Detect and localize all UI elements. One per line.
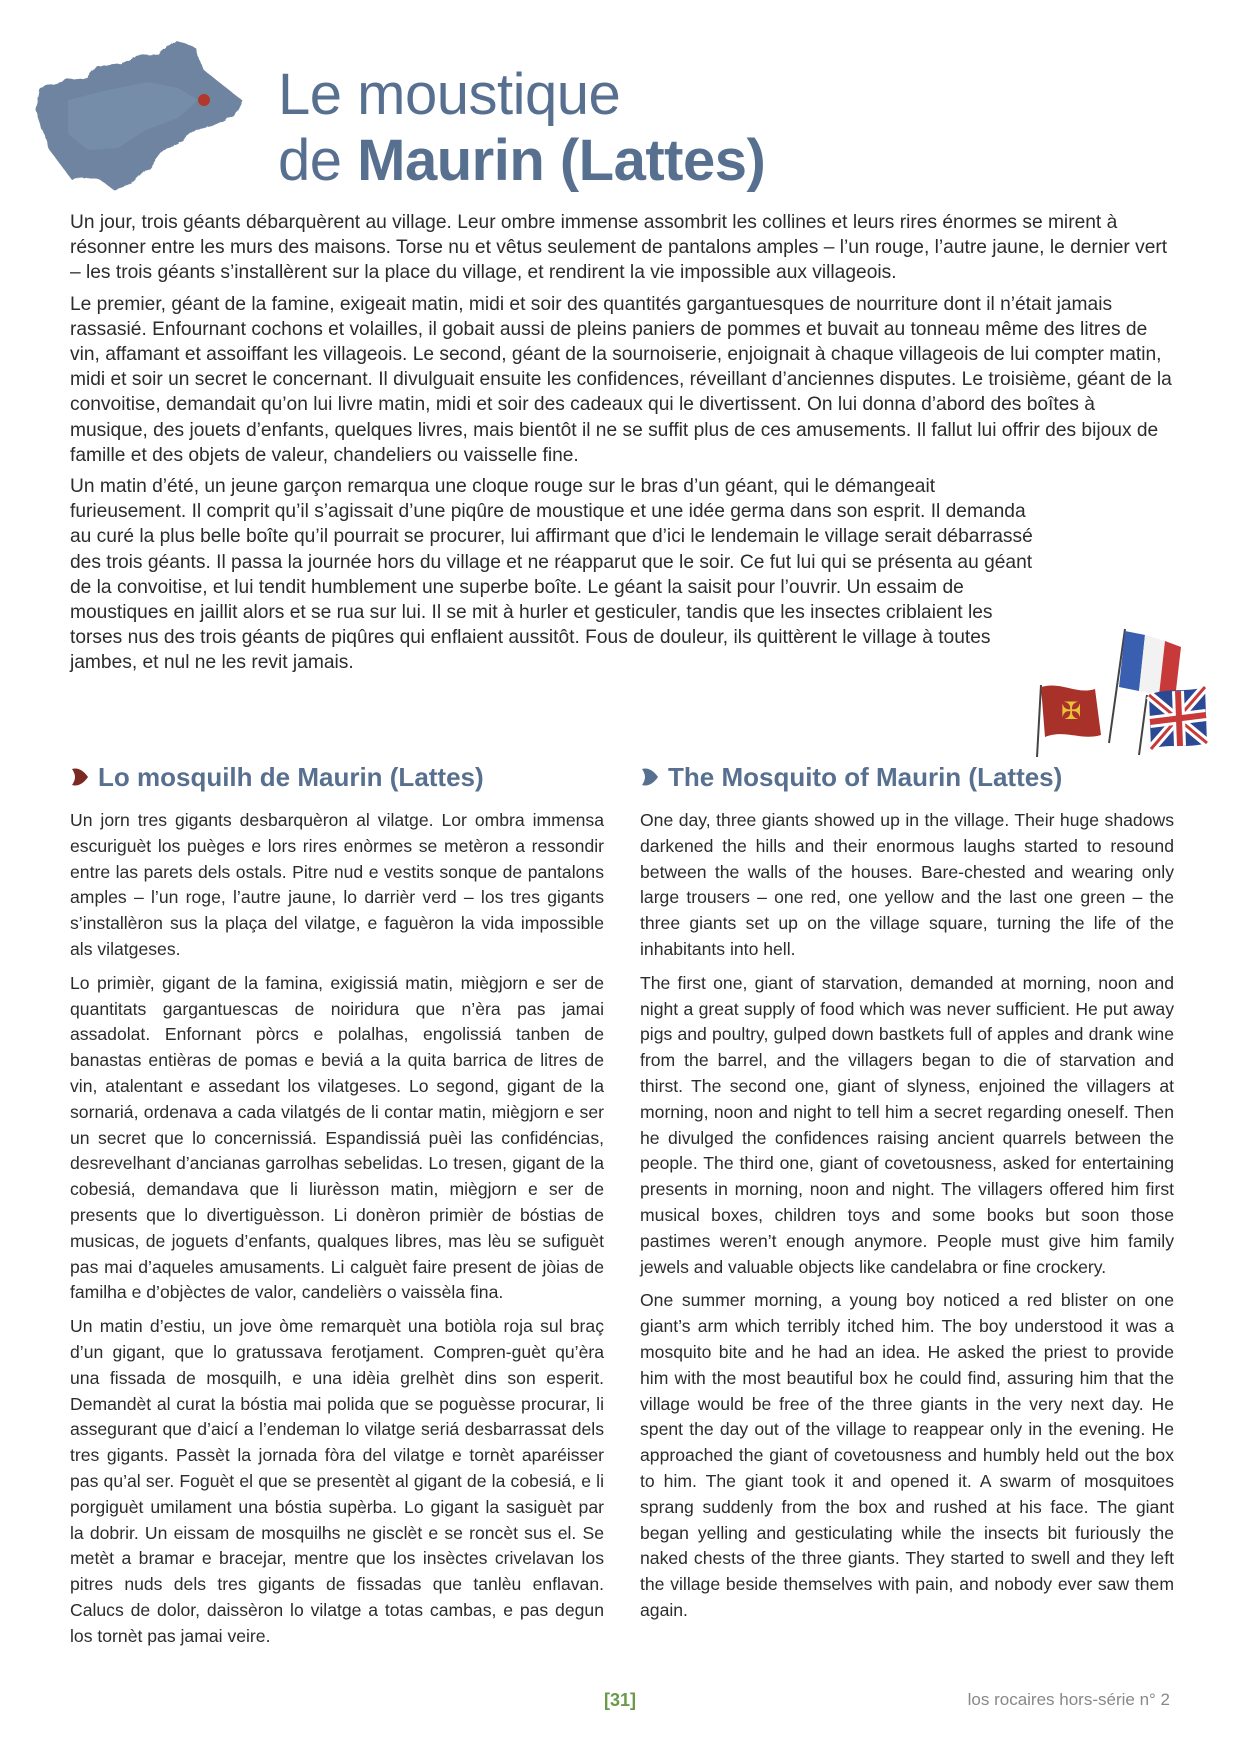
english-paragraph: One day, three giants showed up in the village. Their huge shadows darkened the hills and their enormous laughs started to resound between the walls of the houses. Bare-chested and wearing only large trousers – one red, one yellow and the last one green – the three giants set up on the village square, turning the life of the inhabitants into hell.: [640, 810, 1174, 959]
title-prefix: de: [278, 128, 358, 193]
page-title: [278, 62, 765, 194]
svg-text:✠: ✠: [1061, 697, 1082, 725]
flags-icon: [1035, 625, 1210, 760]
english-heading-text: The Mosquito of Maurin (Lattes): [668, 762, 1063, 792]
english-paragraph: The first one, giant of starvation, demanded at morning, noon and night a great supply of food which was never sufficient. He put away pigs and poultry, gulped down bastkets full of apples and drank wine from the barrel, and the villagers began to die of starvation and thirst. The second one, giant of slyness, enjoined the villagers at morning, noon and night to tell him a secret regarding oneself. Then he divulged the confidences raising ancient quarrels between the people. The third one, giant of covetousness, asked for entertaining presents in morning, noon and night. The villagers offered him first musical boxes, children toys and some books but soon those pastimes weren’t enough anymore. People must give him family jewels and valuable objects like candelabra or fine crockery.: [640, 972, 1174, 1277]
title-line-2: [278, 128, 765, 194]
bullet-icon: [640, 763, 660, 787]
magazine-name: los rocaires hors-série n° 2: [967, 1690, 1170, 1709]
occitan-paragraph: Un jorn tres gigants desbarquèron al vilatge. Lor ombra immensa escuriguèt los puèges e lors rires enòrmes se metèron a ressondir entre las parets dels ostals. Pitre nud e vestits sonque de pantalons amples – l’un roge, l’autre jaune, lo darrièr verd – los tres gigants s’installèron sus la plaça del vilatge, e faguèron la vida impossible als vilatgeses.: [70, 810, 604, 959]
intro-paragraph: Le premier, géant de la famine, exigeait matin, midi et soir des quantités gargantuesques de nourriture dont il n’était jamais rassasié. Enfournant cochons et volailles, il gobait aussi de pleins paniers de pommes et buvait au tonneau même des litres de vin, affamant et assoiffant les villageois. Le second, géant de la sournoiserie, enjoignait à chaque villageois de lui compter matin, midi et soir un secret le concernant. Il divulguait ensuite les confidences, réveillant d’anciennes disputes. Le troisième, géant de la convoitise, demandait qu’on lui livre matin, midi et soir des cadeaux qui le divertissent. On lui donna d’abord des boîtes à musique, des jouets d’enfants, quelques livres, mais bientôt il ne se suffit plus de ces amusements. Il fallut lui offrir des bijoux de famille et des objets de valeur, chandeliers ou vaisselle fine.: [70, 293, 1172, 466]
english-column: [640, 808, 1174, 1632]
bullet-icon: [70, 763, 90, 787]
title-line-1: Le moustique: [278, 62, 621, 127]
french-story: [70, 210, 1176, 682]
occitan-paragraph: Lo primièr, gigant de la famina, exigissiá matin, miègjorn e ser de quantitats gargantuescas de noiridura que n’èra pas jamai assadolat. Enfornant pòrcs e polalhas, engolissiá tanben de banastas entièras de pomas e beviá a la quita barrica de litres de vin, atalentant e assedant los vilatgeses. Lo segond, gigant de la sornariá, ordenava a cada vilatgés de li contar matin, miègjorn e ser un secret que lo concernissiá. Espandissiá puèi las confidéncias, desrevelhant d’ancianas garrolhas sebelidas. Lo tresen, gigant de la cobesiá, demandava que li liurèsson matin, miègjorn e ser de presents que lo divertiguèsson. Li donèron primièr de bóstias de musicas, de joguets d’enfants, qualques libres, mas lèu se sufiguèt pas mai d’aqueles amusaments. Li calguèt faire present de jòias de familha e d’objèctes de valor, candelièrs o vaissèla fina.: [70, 972, 604, 1303]
occitan-heading: [70, 760, 484, 794]
occitan-paragraph: Un matin d’estiu, un jove òme remarquèt una botiòla roja sul braç d’un gigant, que lo gratussava ferotjament. Compren-guèt qu’èra una fissada de mosquilh, e una idèia grelhèt dins son esperit. Demandèt al curat la bóstia mai polida que se poguèsse procurar, li assegurant que d’aicí a l’endeman lo vilatge seriá desbarrassat dels tres gigants. Passèt la jornada fòra del vilatge e tornèt aparéisser pas qu’al ser. Foguèt el que se presentèt al gigant de la cobesiá, e li porgiguèt umilament una bóstia supèrba. Lo gigant la sasiguèt par la dobrir. Un eissam de mosquilhs ne gisclèt e se roncèt sus el. Se metèt a bramar e bracejar, mentre que los insèctes crivelavan los pitres nuds dels tres gigants de fissadas que tanlèu enflavan. Calucs de dolor, daissèron lo vilatge a totas cambas, e pas degun los tornèt pas jamai veire.: [70, 1316, 604, 1646]
title-bold: Maurin (Lattes): [357, 128, 766, 193]
occitan-heading-text: Lo mosquilh de Maurin (Lattes): [98, 762, 484, 792]
region-map-icon: [28, 30, 253, 195]
english-paragraph: One summer morning, a young boy noticed a red blister on one giant’s arm which terribly itched him. The boy understood it was a mosquito bite and he had an idea. He asked the priest to provide him with the most beautiful box he could find, assuring him that the village would be free of the three giants in the very next day. He spent the day out of the village to reappear only in the evening. He approached the giant of covetousness and humbly held out the box to him. The giant took it and opened it. A swarm of mosquitoes sprang suddenly from the box and rushed at his face. The giant began yelling and gesticulating while the insects bit furiously the naked chests of the three giants. They started to swell and they left the village beside themselves with pain, and nobody ever saw them again.: [640, 1290, 1174, 1620]
intro-paragraph: Un matin d’été, un jeune garçon remarqua une cloque rouge sur le bras d’un géant, qui le démangeait furieusement. Il comprit qu’il s’agissait d’une piqûre de moustique et une idée germa dans son esprit. Il demanda au curé la plus belle boîte qu’il pourrait se procurer, lui affirmant que d’ici le lendemain le village serait débarrassé des trois géants. Il passa la journée hors du village et ne réapparut que le soir. Ce fut lui qui se présenta au géant de la convoitise, et lui tendit humblement une superbe boîte. Le géant la saisit pour l’ouvrir. Un essaim de moustiques en jaillit alors et se rua sur lui. Il se mit à hurler et gesticuler, tandis que les insectes criblaient les torses nus des trois géants de piqûres qui enflaient aussitôt. Fous de douleur, ils quittèrent le village à toutes jambes, et nul ne les revit jamais.: [70, 476, 1033, 674]
intro-paragraph: Un jour, trois géants débarquèrent au village. Leur ombre immense assombrit les collines et leurs rires énormes se mirent à résonner entre les murs des maisons. Torse nu et vêtus seulement de pantalons amples – l’un rouge, l’autre jaune, le dernier vert – les trois géants s’installèrent sur la place du village, et rendirent la vie impossible aux villageois.: [70, 212, 1168, 284]
page-number: [31]: [603, 1690, 636, 1710]
occitan-column: [70, 808, 604, 1658]
english-heading: [640, 760, 1062, 794]
